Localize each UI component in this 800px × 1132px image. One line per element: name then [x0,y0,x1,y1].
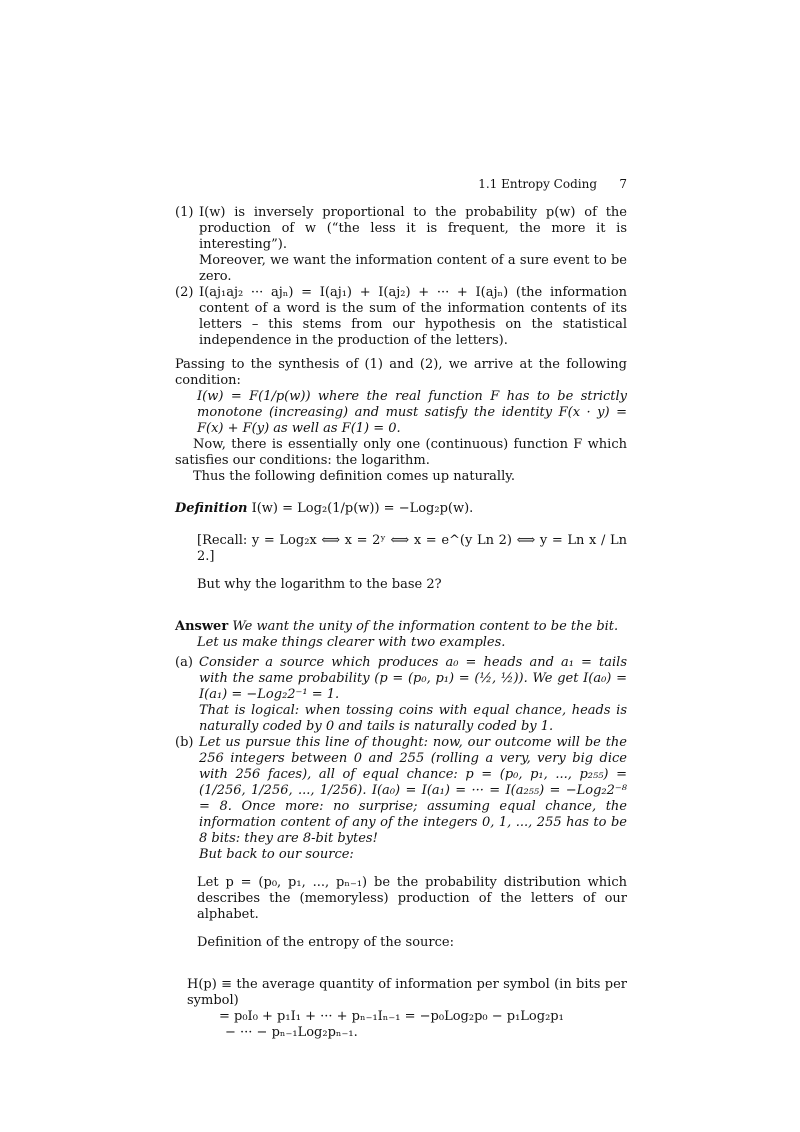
paragraph: Definition of the entropy of the source: [197,935,454,950]
definition-label: Definition [175,501,248,516]
item-text: Moreover, we want the information content of a sure event to be zero. [199,253,627,284]
paragraph: Thus the following definition comes up naturally. [193,469,515,484]
list-item [175,655,627,735]
recall-note: [Recall: y = Log₂x ⟺ x = 2ʸ ⟺ x = e^(y Ln 2) ⟺ y = Ln x / Ln 2.] [197,533,627,564]
equation-line: = p₀I₀ + p₁I₁ + ··· + pₙ₋₁Iₙ₋₁ = −p₀Log₂p₀ − p₁Log₂p₁ [219,1009,564,1024]
answer [175,619,627,635]
answer-label: Answer [175,619,229,634]
item-label: (2) [175,285,194,300]
entropy-equation [175,977,627,1041]
item-text: Let us pursue this line of thought: now, our outcome will be the 256 integers between 0 and 255 (rolling a very, very big dice with 256 faces), all of equal chance: p = (p₀, p₁, ..., p₂₅₅) = (1/256, 1/256, ..., 1/256). I(a₀) = I(a₁) = ··· = I(a₂₅₅) = −Log₂2⁻⁸ = 8. Once more: no surprise; assuming equal chance, the information content of any of the integers 0, 1, ..., 255 has to be 8 bits: they are 8-bit bytes! [199,735,627,846]
page-body [175,205,627,1041]
paragraph: Passing to the synthesis of (1) and (2), we arrive at the following condition: [175,357,627,388]
paragraph: Let p = (p₀, p₁, ..., pₙ₋₁) be the probability distribution which describes the (memoryless) production of the letters of our alphabet. [197,875,627,922]
answer-text: Let us make things clearer with two examples. [197,635,506,650]
running-title: 1.1 Entropy Coding [478,177,597,191]
list-item [175,735,627,863]
item-label: (a) [175,655,193,670]
item-label: (1) [175,205,194,220]
item-text: But back to our source: [199,847,354,862]
running-header [175,176,627,192]
item-text: I(aj₁aj₂ ··· ajₙ) = I(aj₁) + I(aj₂) + ··· + I(ajₙ) (the information content of a word is the sum of the information contents of its letters – this stems from our hypothesis on the statistical independence in the production of the letters). [199,285,627,348]
item-text: Consider a source which produces a₀ = heads and a₁ = tails with the same probability (p = (p₀, p₁) = (½, ½)). We get I(a₀) = I(a₁) = −Log₂2⁻¹ = 1. [199,655,627,702]
equation-line: − ··· − pₙ₋₁Log₂pₙ₋₁. [225,1025,358,1040]
list-item [175,205,627,285]
list-item [175,285,627,349]
item-text: I(w) is inversely proportional to the probability p(w) of the production of w (“the less it is frequent, the more it is interesting”). [199,205,627,252]
page-number: 7 [619,177,627,191]
paragraph: Now, there is essentially only one (continuous) function F which satisfies our conditions: the logarithm. [175,437,627,468]
equation-line: H(p) ≡ the average quantity of information per symbol (in bits per symbol) [187,977,627,1008]
item-label: (b) [175,735,194,750]
item-text: That is logical: when tossing coins with equal chance, heads is naturally coded by 0 and tails is naturally coded by 1. [199,703,627,734]
definition [175,501,627,517]
answer-text: We want the unity of the information content to be the bit. [232,619,619,634]
definition-formula: I(w) = Log₂(1/p(w)) = −Log₂p(w). [251,501,474,516]
condition-paragraph: I(w) = F(1/p(w)) where the real function F has to be strictly monotone (increasing) and must satisfy the identity F(x · y) = F(x) + F(y) as well as F(1) = 0. [197,389,627,436]
paragraph: But why the logarithm to the base 2? [197,577,442,592]
